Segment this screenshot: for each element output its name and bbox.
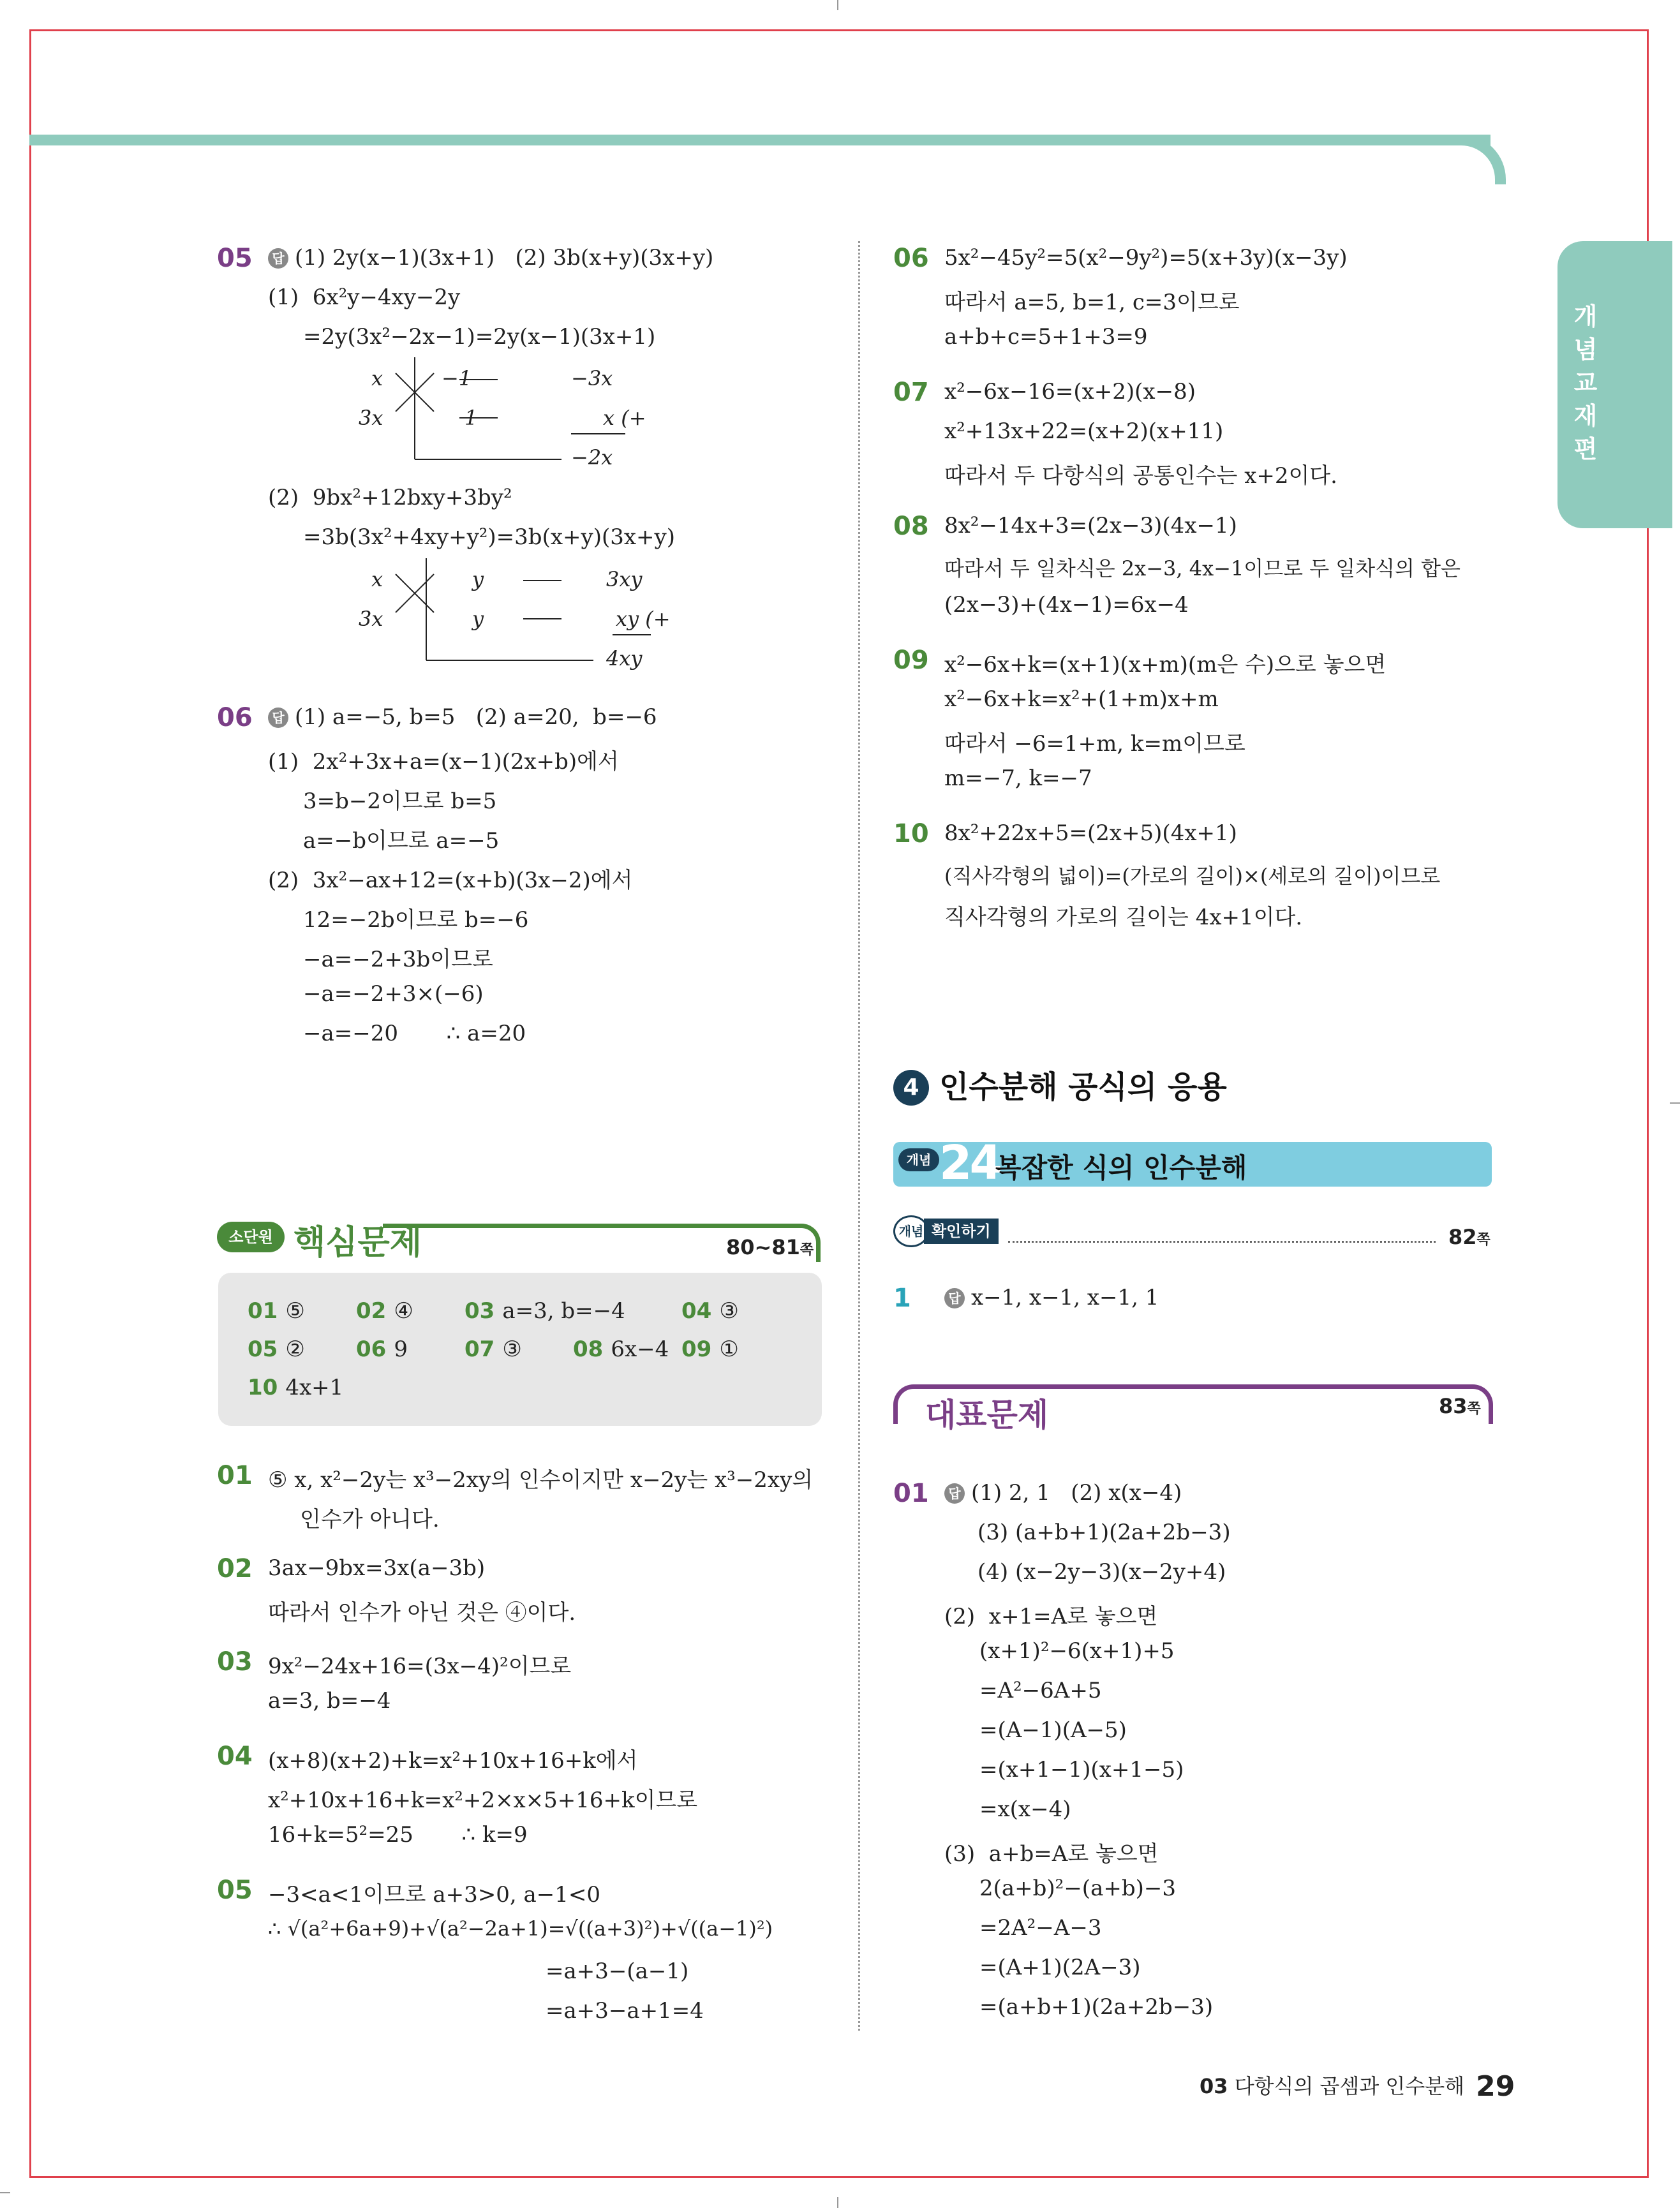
problem-number: 01 — [217, 1461, 253, 1490]
answer-icon: 답 — [944, 1483, 965, 1504]
diagram-label: x — [371, 567, 383, 591]
concept-number: 24 — [939, 1136, 1000, 1190]
problem-number: 10 — [893, 819, 929, 848]
solution-line: −a=−20 ∴ a=20 — [303, 1021, 526, 1046]
page-unit: 쪽 — [1476, 1232, 1490, 1248]
problem-number: 03 — [217, 1647, 253, 1677]
page-number-ref: 82 — [1448, 1225, 1477, 1249]
solution-line: 따라서 두 일차식은 2x−3, 4x−1이므로 두 일차식의 합은 — [944, 556, 1461, 581]
diagram-label: 1 — [465, 406, 478, 430]
diagram-label: 3x — [359, 406, 383, 430]
solution-line: −a=−2+3×(−6) — [303, 981, 484, 1007]
problem-number: 08 — [893, 512, 929, 541]
diagram-label: −1 — [442, 366, 472, 390]
page-reference — [1448, 1225, 1490, 1249]
solution-line: (4) (x−2y−3)(x−2y+4) — [978, 1559, 1226, 1585]
diagram-label: −2x — [571, 445, 613, 470]
answer-item: 05 ② — [248, 1337, 305, 1362]
diagram-label: 4xy — [606, 646, 643, 671]
check-tag — [893, 1215, 999, 1247]
diagram-label: y — [472, 607, 484, 631]
answer-line — [944, 1480, 1182, 1506]
solution-line: ∴ √(a²+6a+9)+√(a²−2a+1)=√((a+3)²)+√((a−1)²) — [268, 1916, 773, 1941]
answer-text: (1) a=−5, b=5 (2) a=20, b=−6 — [295, 704, 657, 730]
check-tag-label: 확인하기 — [924, 1219, 999, 1244]
answer-icon: 답 — [268, 248, 288, 269]
diagram-label: y — [472, 567, 484, 591]
crop-mark — [837, 2197, 838, 2208]
solution-line: 3=b−2이므로 b=5 — [303, 789, 497, 814]
solution-line: a=3, b=−4 — [268, 1688, 391, 1714]
solution-line: =A²−6A+5 — [979, 1678, 1102, 1703]
page-reference — [726, 1235, 814, 1259]
solution-line: 12=−2b이므로 b=−6 — [303, 907, 529, 933]
diagram-label: xy (+ — [616, 607, 671, 631]
problem-number: 1 — [893, 1284, 911, 1313]
solution-line: =(x+1−1)(x+1−5) — [979, 1757, 1184, 1782]
solution-line: x²+10x+16+k=x²+2×x×5+16+k이므로 — [268, 1788, 698, 1813]
solution-line: x²−6x+k=x²+(1+m)x+m — [944, 686, 1219, 712]
problem-number: 06 — [217, 703, 253, 732]
solution-line: 직사각형의 가로의 길이는 4x+1이다. — [944, 905, 1303, 930]
page-number: 29 — [1476, 2070, 1515, 2103]
solution-line: (1) 6x²y−4xy−2y — [268, 285, 461, 310]
problem-number: 07 — [893, 378, 929, 407]
problem-number: 05 — [217, 244, 253, 273]
solution-line: (직사각형의 넓이)=(가로의 길이)×(세로의 길이)이므로 — [944, 864, 1441, 888]
answer-text: (1) 2, 1 (2) x(x−4) — [971, 1480, 1182, 1506]
cross-multiplication-diagram — [357, 558, 671, 673]
side-tab-label: 개념교재편 — [1573, 302, 1598, 463]
solution-line: (2x−3)+(4x−1)=6x−4 — [944, 592, 1189, 618]
answer-summary-box — [218, 1273, 822, 1426]
footer-title: 다항식의 곱셈과 인수분해 — [1234, 2074, 1465, 2098]
solution-line: =a+3−(a−1) — [546, 1959, 689, 1984]
solution-line: 8x²−14x+3=(2x−3)(4x−1) — [944, 513, 1237, 538]
solution-line: (1) 2x²+3x+a=(x−1)(2x+b)에서 — [268, 749, 619, 774]
solution-line: 2(a+b)²−(a+b)−3 — [979, 1876, 1176, 1901]
diagram-label: −3x — [571, 366, 613, 390]
page-number-ref: 83 — [1439, 1394, 1468, 1418]
section-title: 대표문제 — [919, 1389, 1055, 1435]
solution-line: 인수가 아니다. — [300, 1507, 440, 1532]
solution-line: (x+8)(x+2)+k=x²+10x+16+k에서 — [268, 1748, 638, 1774]
solution-line: =(A−1)(A−5) — [979, 1717, 1127, 1743]
section-heading-title: 인수분해 공식의 응용 — [939, 1069, 1227, 1105]
solution-line: (2) x+1=A로 놓으면 — [944, 1604, 1158, 1629]
answer-line — [268, 245, 713, 270]
solution-line: ⑤ x, x²−2y는 x³−2xy의 인수이지만 x−2y는 x³−2xy의 — [268, 1467, 814, 1493]
problem-number: 09 — [893, 646, 929, 675]
solution-line: =a+3−a+1=4 — [546, 1998, 704, 2024]
section-badge: 소단원 — [217, 1222, 285, 1252]
answer-item: 09 ① — [681, 1337, 739, 1362]
problem-number: 05 — [217, 1876, 253, 1905]
page-reference — [1439, 1394, 1481, 1418]
check-tag-oval: 개념 — [893, 1215, 929, 1247]
solution-line: (2) 3x²−ax+12=(x+b)(3x−2)에서 — [268, 868, 633, 893]
answer-item: 02 ④ — [356, 1298, 413, 1324]
answer-item: 10 4x+1 — [248, 1375, 344, 1400]
section-heading — [893, 1062, 1227, 1106]
solution-line: =x(x−4) — [979, 1797, 1071, 1822]
problem-number: 01 — [893, 1479, 929, 1508]
answer-icon: 답 — [268, 708, 288, 728]
solution-line: 따라서 두 다항식의 공통인수는 x+2이다. — [944, 463, 1337, 489]
dotted-leader — [1008, 1241, 1436, 1243]
diagram-label: 3x — [359, 607, 383, 631]
answer-text: (1) 2y(x−1)(3x+1) (2) 3b(x+y)(3x+y) — [295, 245, 714, 270]
solution-line: 5x²−45y²=5(x²−9y²)=5(x+3y)(x−3y) — [944, 245, 1348, 270]
solution-line: =(A+1)(2A−3) — [979, 1955, 1141, 1980]
page-footer — [1200, 2070, 1515, 2103]
answer-line — [268, 704, 657, 730]
answer-item: 04 ③ — [681, 1298, 739, 1324]
solution-line: a+b+c=5+1+3=9 — [944, 324, 1148, 350]
concept-tag: 개념 — [898, 1148, 939, 1171]
answer-text: x−1, x−1, x−1, 1 — [971, 1285, 1159, 1310]
answer-item: 01 ⑤ — [248, 1298, 305, 1324]
solution-line: a=−b이므로 a=−5 — [303, 828, 500, 854]
solution-line: (3) (a+b+1)(2a+2b−3) — [978, 1520, 1231, 1545]
problem-number: 04 — [217, 1742, 253, 1771]
section-number: 4 — [893, 1070, 929, 1106]
answer-item: 08 6x−4 — [573, 1337, 669, 1362]
footer-chapter: 03 — [1200, 2074, 1228, 2098]
answer-item: 03 a=3, b=−4 — [465, 1298, 625, 1324]
solution-line: (3) a+b=A로 놓으면 — [944, 1841, 1159, 1867]
diagram-label: 3xy — [606, 567, 643, 591]
page-frame — [29, 29, 1649, 2178]
answer-item: 07 ③ — [465, 1337, 522, 1362]
solution-line: (x+1)²−6(x+1)+5 — [979, 1638, 1175, 1664]
solution-line: (2) 9bx²+12bxy+3by² — [268, 485, 512, 510]
answer-icon: 답 — [944, 1288, 965, 1308]
diagram-label: x (+ — [603, 406, 646, 430]
section-title: 핵심문제 — [294, 1224, 422, 1262]
header-bar — [29, 135, 1490, 145]
solution-line: =(a+b+1)(2a+2b−3) — [979, 1994, 1214, 2020]
problem-number: 02 — [217, 1554, 253, 1583]
page-unit: 쪽 — [1467, 1401, 1481, 1417]
concept-title: 복잡한 식의 인수분해 — [995, 1152, 1247, 1183]
solution-line: −3<a<1이므로 a+3>0, a−1<0 — [268, 1882, 600, 1908]
crop-mark — [837, 0, 838, 10]
solution-line: 따라서 인수가 아닌 것은 ④이다. — [268, 1600, 576, 1626]
solution-line: x²+13x+22=(x+2)(x+11) — [944, 419, 1224, 444]
page-unit: 쪽 — [799, 1242, 814, 1258]
solution-line: 따라서 a=5, b=1, c=3이므로 — [944, 290, 1240, 315]
crop-mark — [1670, 1102, 1680, 1104]
diagram-label: x — [371, 366, 383, 390]
answer-line — [944, 1285, 1159, 1310]
problem-number: 06 — [893, 244, 929, 273]
solution-line: 9x²−24x+16=(3x−4)²이므로 — [268, 1654, 572, 1679]
solution-line: m=−7, k=−7 — [944, 766, 1092, 791]
solution-line: =2y(3x²−2x−1)=2y(x−1)(3x+1) — [303, 324, 656, 350]
solution-line: x²−6x−16=(x+2)(x−8) — [944, 379, 1196, 404]
solution-line: 16+k=5²=25 ∴ k=9 — [268, 1822, 528, 1848]
solution-line: 3ax−9bx=3x(a−3b) — [268, 1555, 486, 1581]
solution-line: 8x²+22x+5=(2x+5)(4x+1) — [944, 820, 1237, 846]
answer-item: 06 9 — [356, 1337, 408, 1362]
column-divider — [858, 241, 860, 2031]
solution-line: 따라서 −6=1+m, k=m이므로 — [944, 731, 1245, 757]
crop-mark — [0, 2192, 10, 2193]
solution-line: =3b(3x²+4xy+y²)=3b(x+y)(3x+y) — [303, 524, 675, 550]
cross-multiplication-diagram — [357, 357, 651, 472]
solution-line: x²−6x+k=(x+1)(x+m)(m은 수)으로 놓으면 — [944, 652, 1386, 678]
page-range: 80~81 — [726, 1235, 800, 1259]
solution-line: =2A²−A−3 — [979, 1915, 1102, 1941]
solution-line: −a=−2+3b이므로 — [303, 947, 493, 972]
